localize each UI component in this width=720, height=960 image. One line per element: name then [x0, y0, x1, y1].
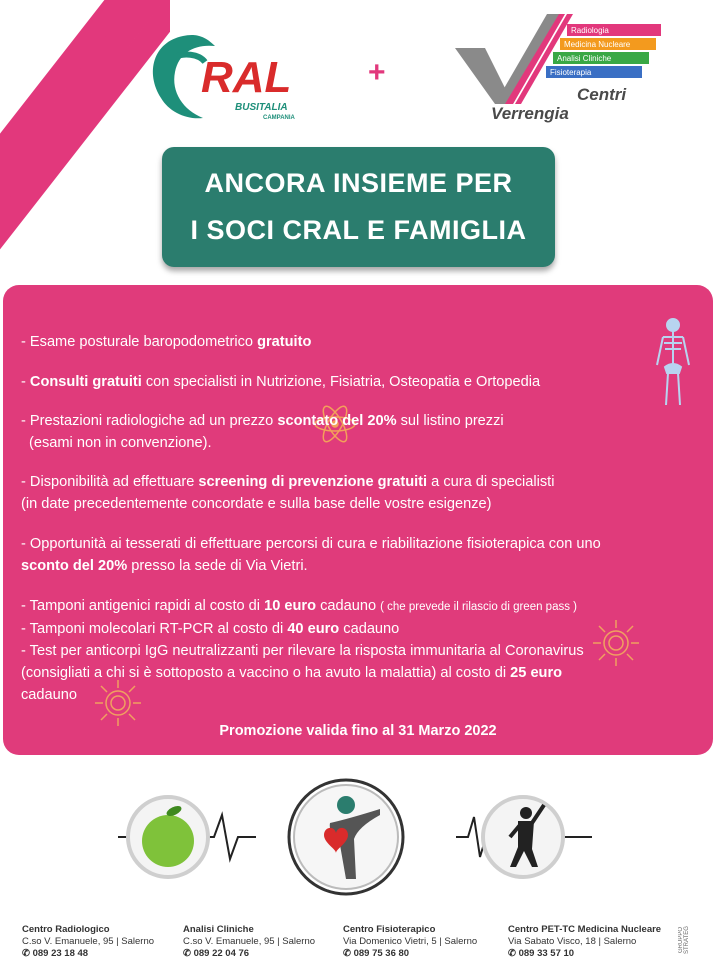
- offer-bold: 25 euro: [510, 665, 563, 681]
- offer-text: - Prestazioni radiologiche ad un prezzo: [21, 413, 278, 429]
- footer-name: Centro Radiologico: [22, 924, 110, 935]
- footer-name: Centro PET-TC Medicina Nucleare: [508, 924, 662, 935]
- cral-logo-text: RAL: [201, 53, 292, 102]
- phone-icon: ✆: [183, 948, 194, 959]
- footer-centro-pet-tc: [508, 924, 661, 960]
- offer-text: (in date precedentemente concordate e sulla base delle vostre esigenze): [21, 496, 492, 512]
- exercise-icon: [483, 797, 563, 877]
- offer-bold: scontato del 20%: [277, 413, 397, 429]
- offer-text: cadauno: [21, 687, 77, 703]
- title-banner: [162, 147, 555, 267]
- offer-text: a cura di specialisti: [427, 474, 555, 490]
- phone-icon: ✆: [22, 948, 33, 959]
- offer-text: - Esame posturale baropodometrico: [21, 334, 258, 350]
- offer-text: presso la sede di Via Vietri.: [127, 558, 308, 574]
- health-heartbeat-graphic: [118, 775, 592, 900]
- offer-text: sul listino prezzi: [396, 413, 504, 429]
- footer-phone[interactable]: 089 23 18 48: [32, 948, 89, 959]
- patient-heart-icon: [289, 780, 403, 894]
- plus-sign: +: [368, 56, 386, 89]
- verrengia-name-line1: Centri: [577, 85, 627, 104]
- offer-bold: Consulti gratuiti: [29, 374, 142, 390]
- offer-text: -: [21, 374, 30, 390]
- offer-text: - Disponibilità ad effettuare: [21, 474, 199, 490]
- offer-text: - Tamponi antigenici rapidi al costo di: [21, 598, 265, 614]
- offer-item-8: [21, 640, 701, 706]
- banner-line-2: I SOCI CRAL E FAMIGLIA: [190, 215, 527, 245]
- footer-address: Via Domenico Vietri, 5 | Salerno: [343, 936, 478, 947]
- offer-item-5: [21, 533, 601, 577]
- offer-text: - Tamponi molecolari RT-PCR al costo di: [21, 621, 288, 637]
- footer-centro-radiologico: [22, 924, 154, 960]
- footer-address: C.so V. Emanuele, 95 | Salerno: [22, 936, 155, 947]
- offer-item-6: [21, 595, 577, 618]
- offer-bold: 10 euro: [264, 598, 317, 614]
- banner-line-1: ANCORA INSIEME PER: [204, 168, 513, 198]
- footer-phone[interactable]: 089 33 57 10: [518, 948, 575, 959]
- footer-address: C.so V. Emanuele, 95 | Salerno: [183, 936, 316, 947]
- offer-item-2: [21, 371, 540, 393]
- phone-icon: ✆: [343, 948, 354, 959]
- busitalia-text: BUSITALIA: [235, 102, 288, 113]
- verrengia-menu-analisi: Analisi Cliniche: [557, 54, 612, 63]
- offer-note: ( che prevede il rilascio di green pass ): [380, 601, 577, 613]
- skeleton-icon: [651, 317, 695, 409]
- footer-phone[interactable]: 089 22 04 76: [193, 948, 250, 959]
- offer-item-4: [21, 471, 554, 515]
- offer-text: cadauno: [316, 598, 381, 614]
- offer-text: con specialisti in Nutrizione, Fisiatria, Osteopatia e Ortopedia: [141, 374, 541, 390]
- offer-bold: sconto del 20%: [21, 558, 128, 574]
- verrengia-menu-fisioterapia: Fisioterapia: [550, 68, 592, 77]
- campania-text: CAMPANIA: [263, 115, 295, 121]
- offer-text: (consigliati a chi si è sottoposto a vaccino o ha avuto la malattia) al costo di: [21, 665, 511, 681]
- phone-icon: ✆: [508, 948, 519, 959]
- centri-verrengia-logo: [455, 14, 665, 124]
- promo-validity: Promozione valida fino al 31 Marzo 2022: [219, 723, 497, 739]
- offer-text: - Test per anticorpi IgG neutralizzanti per rilevare la risposta immunitaria al Coronavirus: [21, 643, 584, 659]
- offer-bold: gratuito: [257, 334, 312, 350]
- verrengia-menu-medicina: Medicina Nucleare: [564, 40, 631, 49]
- offer-item-3: [21, 410, 504, 454]
- gruppo-strateg-logo: GRUPPO STRATEG: [678, 926, 690, 954]
- footer-centro-fisioterapico: [343, 924, 477, 960]
- offers-panel: [3, 285, 713, 755]
- verrengia-menu-radiologia: Radiologia: [571, 26, 609, 35]
- offer-item-1: [21, 331, 311, 353]
- offer-text: cadauno: [339, 621, 400, 637]
- offer-text: (esami non in convenzione).: [29, 435, 212, 451]
- footer-analisi-cliniche: [183, 924, 315, 960]
- cral-busitalia-logo: [143, 28, 318, 123]
- offer-bold: 40 euro: [287, 621, 340, 637]
- apple-icon: [128, 797, 208, 877]
- footer-phone[interactable]: 089 75 36 80: [353, 948, 410, 959]
- footer-address: Via Sabato Visco, 18 | Salerno: [508, 936, 637, 947]
- footer-name: Centro Fisioterapico: [343, 924, 436, 935]
- offer-bold: screening di prevenzione gratuiti: [198, 474, 428, 490]
- verrengia-name-line2: Verrengia: [491, 104, 569, 123]
- footer-name: Analisi Cliniche: [183, 924, 254, 935]
- offer-item-7: [21, 618, 399, 640]
- offer-text: - Opportunità ai tesserati di effettuare percorsi di cura e riabilitazione fisioterapica con uno: [21, 536, 601, 552]
